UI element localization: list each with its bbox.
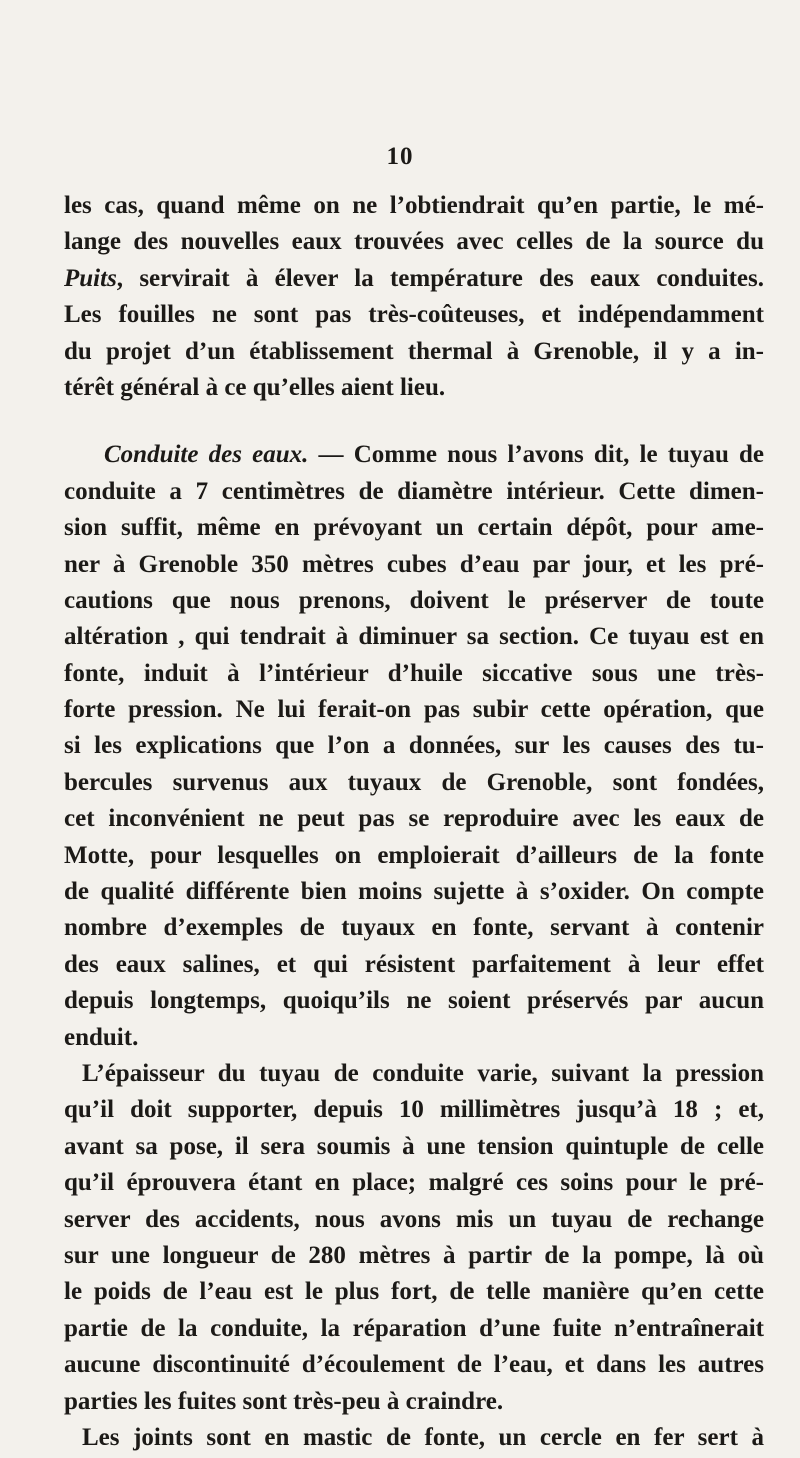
text-line: server des accidents, nous avons mis un tuyau de rechange xyxy=(64,1205,764,1233)
text-line: du projet d’un établissement thermal à Grenoble, il y a in- xyxy=(64,337,764,365)
text-line: partie de la conduite, la réparation d’une fuite n’entraînerait xyxy=(64,1314,764,1342)
text-line: enduit. xyxy=(64,1023,139,1051)
text-line: lange des nouvelles eaux trouvées avec celles de la source du xyxy=(64,228,764,256)
text-line: depuis longtemps, quoiqu’ils ne soient préservés par aucun xyxy=(64,987,764,1015)
text-line: parties les fuites sont très-peu à craindre. xyxy=(64,1387,504,1415)
text-line: Motte, pour lesquelles on emploierait d’ailleurs de la fonte xyxy=(64,841,764,869)
text-line: fonte, induit à l’intérieur d’huile siccative sous une très- xyxy=(64,659,764,687)
text-line: sur une longueur de 280 mètres à partir de la pompe, là où xyxy=(64,1241,764,1269)
text-line: cautions que nous prenons, doivent le préserver de toute xyxy=(64,586,764,614)
italic-word: Puits xyxy=(64,264,117,292)
body-text xyxy=(64,188,764,1456)
text-line: Les joints sont en mastic de fonte, un cercle en fer sert à xyxy=(82,1423,764,1451)
text-line: cet inconvénient ne peut pas se reproduire avec les eaux de xyxy=(64,805,764,833)
text-line xyxy=(64,261,764,297)
text-line: altération , qui tendrait à diminuer sa section. Ce tuyau est en xyxy=(64,623,764,651)
section-heading: Conduite des eaux. xyxy=(104,441,309,469)
text-line: aucune discontinuité d’écoulement de l’eau, et dans les autres xyxy=(64,1351,764,1379)
text-line: forte pression. Ne lui ferait-on pas subir cette opération, que xyxy=(64,696,764,724)
section-heading-line xyxy=(64,437,764,473)
text-line: conduite a 7 centimètres de diamètre intérieur. Cette dimen- xyxy=(64,477,764,505)
text-line: L’épaisseur du tuyau de conduite varie, suivant la pression xyxy=(82,1059,764,1087)
text-line: de qualité différente bien moins sujette à s’oxider. On compte xyxy=(64,878,764,906)
text-line: bercules survenus aux tuyaux de Grenoble, sont fondées, xyxy=(64,768,764,796)
text-line: térêt général à ce qu’elles aient lieu. xyxy=(64,373,446,401)
text-line: avant sa pose, il sera soumis à une tension quintuple de celle xyxy=(64,1132,764,1160)
paragraph-gap xyxy=(64,406,764,437)
text-line: les cas, quand même on ne l’obtiendrait qu’en partie, le mé- xyxy=(64,192,764,219)
text-line: qu’il éprouvera étant en place; malgré ces soins pour le pré- xyxy=(64,1169,764,1197)
text-line: si les explications que l’on a données, sur les causes des tu- xyxy=(64,732,764,760)
text-line-rest: — Comme nous l’avons dit, le tuyau de xyxy=(318,441,765,469)
text-line: nombre d’exemples de tuyaux en fonte, servant à contenir xyxy=(64,914,764,942)
text-line: le poids de l’eau est le plus fort, de telle manière qu’en cette xyxy=(64,1278,764,1306)
text-line: sion suffit, même en prévoyant un certain dépôt, pour ame- xyxy=(64,514,764,542)
text-line-rest: , servirait à élever la température des eaux conduites. xyxy=(116,264,764,292)
page-number: 10 xyxy=(386,143,414,170)
text-line: ner à Grenoble 350 mètres cubes d’eau par jour, et les pré- xyxy=(64,550,764,578)
text-line: Les fouilles ne sont pas très-coûteuses, et indépendamment xyxy=(64,301,764,329)
text-line: qu’il doit supporter, depuis 10 millimètres jusqu’à 18 ; et, xyxy=(64,1096,764,1124)
text-line: des eaux salines, et qui résistent parfaitement à leur effet xyxy=(64,950,764,978)
